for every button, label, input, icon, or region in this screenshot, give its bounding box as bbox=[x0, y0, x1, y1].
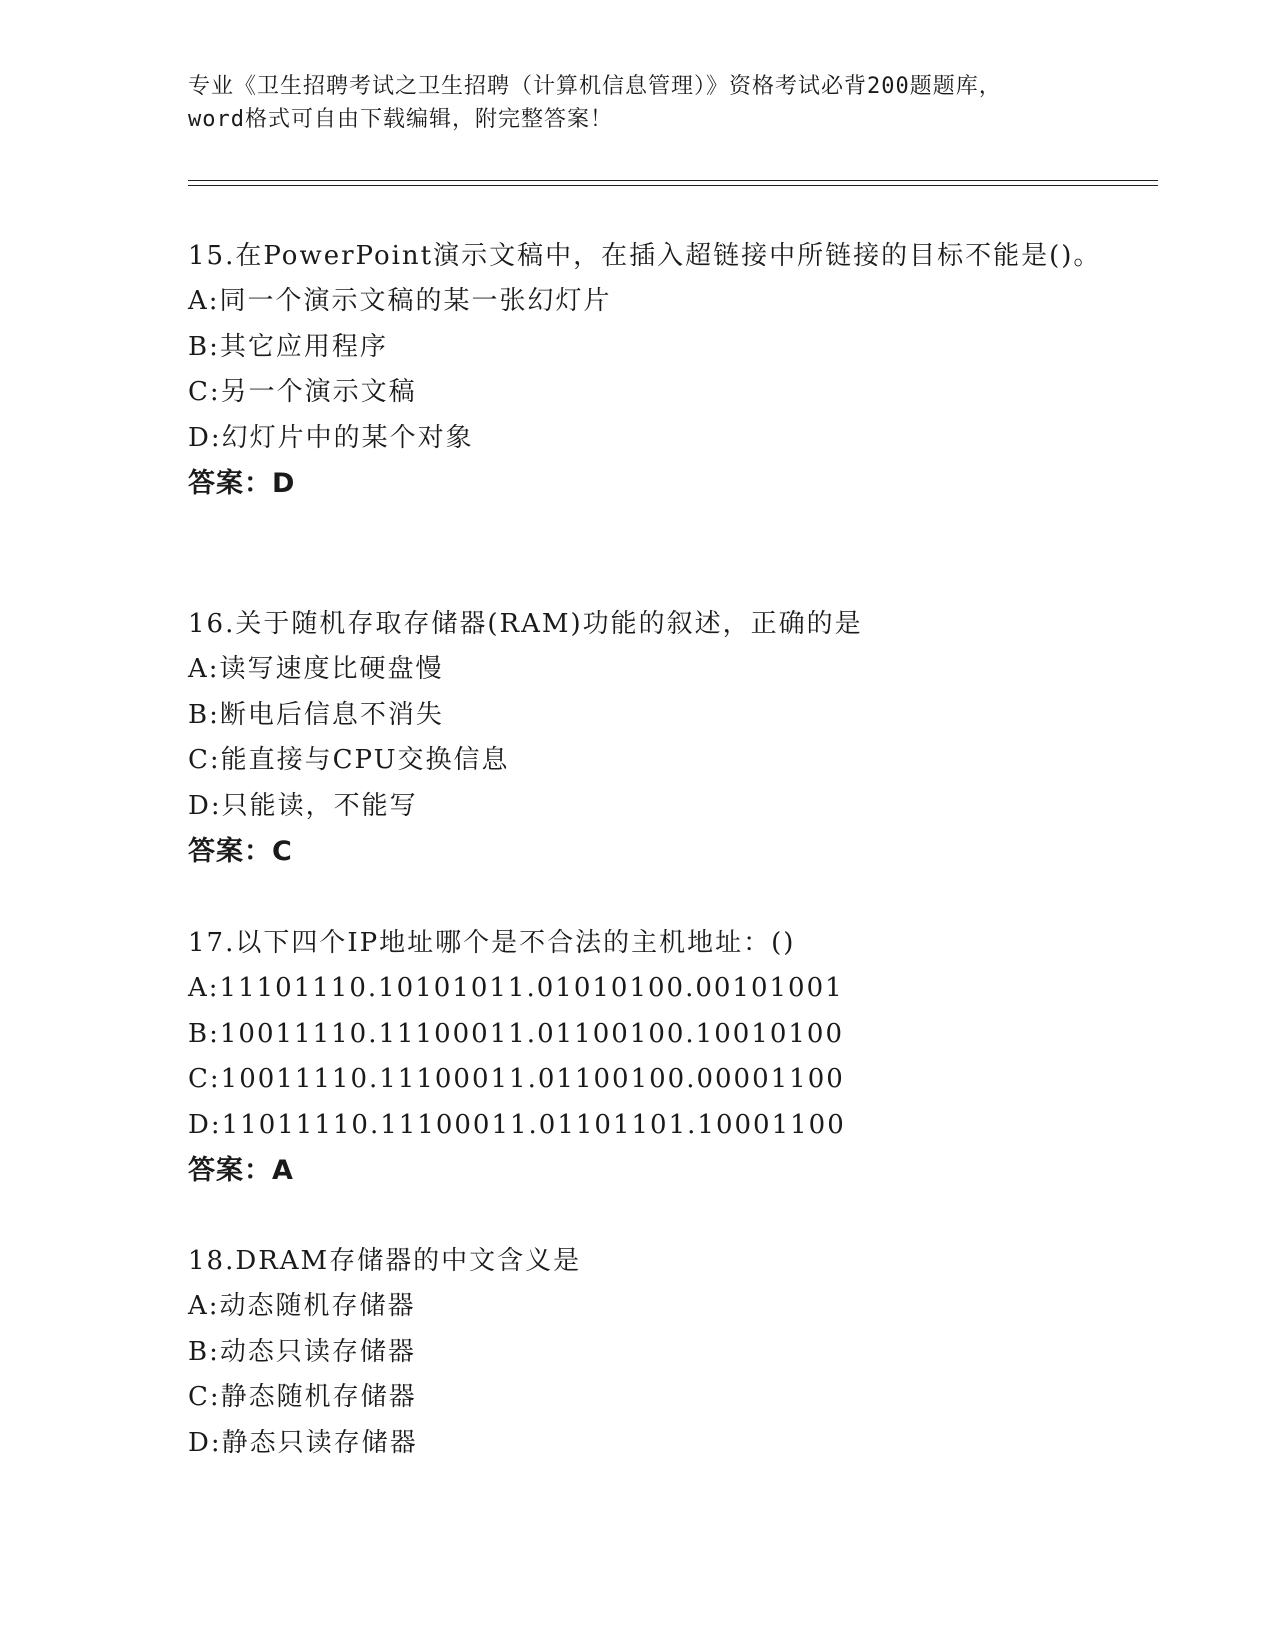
option-d: D:11011110.11100011.01101101.10001100 bbox=[188, 1109, 846, 1140]
option-d: D:只能读，不能写 bbox=[188, 790, 418, 821]
option-d: D:幻灯片中的某个对象 bbox=[188, 422, 474, 453]
option-a: A:11101110.10101011.01010100.00101001 bbox=[188, 973, 844, 1003]
option-c: C:能直接与CPU交换信息 bbox=[188, 745, 510, 775]
header-divider-top bbox=[188, 180, 1158, 181]
question-stem: 17.以下四个IP地址哪个是不合法的主机地址：() bbox=[188, 928, 796, 958]
question-16 bbox=[188, 601, 1108, 875]
option-b: B:断电后信息不消失 bbox=[188, 699, 444, 730]
document-header bbox=[188, 70, 1088, 136]
answer: 答案：C bbox=[188, 836, 293, 867]
option-a: A:读写速度比硬盘慢 bbox=[188, 654, 444, 684]
option-c: C:10011110.11100011.01100100.00001100 bbox=[188, 1064, 845, 1094]
question-15 bbox=[188, 233, 1108, 507]
question-stem: 18.DRAM存储器的中文含义是 bbox=[188, 1246, 582, 1276]
option-c: C:另一个演示文稿 bbox=[188, 377, 417, 407]
answer: 答案：D bbox=[188, 468, 296, 499]
header-line-2: word格式可自由下载编辑，附完整答案！ bbox=[188, 107, 613, 132]
header-divider-bottom bbox=[188, 185, 1158, 186]
option-b: B:动态只读存储器 bbox=[188, 1336, 416, 1367]
option-d: D:静态只读存储器 bbox=[188, 1427, 418, 1458]
question-stem: 16.关于随机存取存储器(RAM)功能的叙述，正确的是 bbox=[188, 609, 863, 639]
header-line-1: 专业《卫生招聘考试之卫生招聘（计算机信息管理）》资格考试必背200题题库， bbox=[188, 74, 1002, 99]
option-a: A:动态随机存储器 bbox=[188, 1291, 416, 1321]
option-a: A:同一个演示文稿的某一张幻灯片 bbox=[188, 286, 612, 316]
question-stem: 15.在PowerPoint演示文稿中，在插入超链接中所链接的目标不能是()。 bbox=[188, 241, 1102, 271]
question-18 bbox=[188, 1238, 1108, 1466]
option-c: C:静态随机存储器 bbox=[188, 1382, 417, 1412]
option-b: B:其它应用程序 bbox=[188, 331, 388, 362]
option-b: B:10011110.11100011.01100100.10010100 bbox=[188, 1018, 845, 1049]
question-17 bbox=[188, 920, 1108, 1194]
answer: 答案：A bbox=[188, 1155, 294, 1186]
